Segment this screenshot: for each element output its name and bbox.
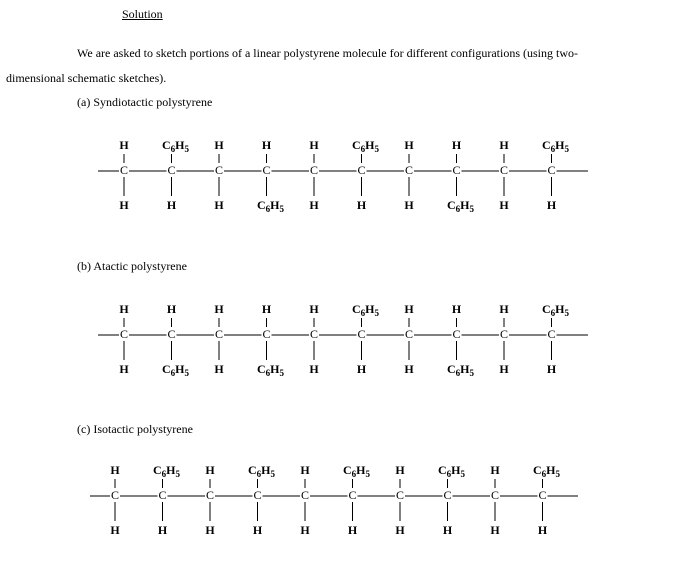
carbon-atom: C <box>214 327 224 341</box>
carbon-atom: C <box>262 327 271 341</box>
hydrogen-atom: H <box>110 463 120 477</box>
hydrogen-atom: H <box>356 362 367 376</box>
carbon-atom: C <box>357 327 366 341</box>
section-c-label: (c) Isotactic polystyrene <box>77 422 193 436</box>
hydrogen-atom: H <box>499 198 509 212</box>
isotactic-chain-diagram <box>0 459 675 559</box>
atactic-chain-diagram <box>0 298 675 398</box>
carbon-atom: C <box>395 488 405 502</box>
carbon-atom: C <box>110 488 120 502</box>
carbon-atom: C <box>538 488 547 502</box>
hydrogen-atom: H <box>546 198 557 212</box>
hydrogen-atom: H <box>356 198 367 212</box>
phenyl-group: $C_6H_5$ <box>541 138 570 154</box>
hydrogen-atom: H <box>404 198 414 212</box>
hydrogen-atom: H <box>214 138 224 152</box>
carbon-atom: C <box>452 327 461 341</box>
hydrogen-atom: H <box>205 463 215 477</box>
hydrogen-atom: H <box>300 523 310 537</box>
hydrogen-atom: H <box>499 362 509 376</box>
hydrogen-atom: H <box>490 523 500 537</box>
carbon-atom: C <box>205 488 215 502</box>
hydrogen-atom: H <box>309 138 319 152</box>
hydrogen-atom: H <box>395 463 405 477</box>
section-b-label: (b) Atactic polystyrene <box>77 259 187 273</box>
phenyl-group: $C_6H_5$ <box>351 138 380 154</box>
hydrogen-atom: H <box>404 362 414 376</box>
hydrogen-atom: H <box>451 302 462 316</box>
hydrogen-atom: H <box>347 523 358 537</box>
hydrogen-atom: H <box>395 523 405 537</box>
syndiotactic-chain-diagram <box>0 134 675 234</box>
hydrogen-atom: H <box>214 302 224 316</box>
phenyl-group: $C_6H_5$ <box>161 138 190 154</box>
hydrogen-atom: H <box>499 138 509 152</box>
phenyl-group: $C_6H_5$ <box>446 362 475 378</box>
carbon-atom: C <box>119 163 129 177</box>
carbon-atom: C <box>499 327 509 341</box>
hydrogen-atom: H <box>442 523 453 537</box>
solution-heading: Solution <box>122 7 163 21</box>
carbon-atom: C <box>253 488 262 502</box>
hydrogen-atom: H <box>404 302 414 316</box>
hydrogen-atom: H <box>214 198 224 212</box>
phenyl-group: $C_6H_5$ <box>161 362 190 378</box>
carbon-atom: C <box>300 488 310 502</box>
carbon-atom: C <box>547 327 556 341</box>
carbon-atom: C <box>119 327 129 341</box>
carbon-atom: C <box>309 327 319 341</box>
carbon-atom: C <box>348 488 357 502</box>
phenyl-group: $C_6H_5$ <box>351 302 380 318</box>
carbon-atom: C <box>158 488 167 502</box>
hydrogen-atom: H <box>261 302 272 316</box>
phenyl-group: $C_6H_5$ <box>437 463 466 479</box>
carbon-atom: C <box>547 163 556 177</box>
hydrogen-atom: H <box>252 523 263 537</box>
phenyl-group: $C_6H_5$ <box>247 463 276 479</box>
hydrogen-atom: H <box>537 523 548 537</box>
hydrogen-atom: H <box>404 138 414 152</box>
hydrogen-atom: H <box>546 362 557 376</box>
hydrogen-atom: H <box>490 463 500 477</box>
hydrogen-atom: H <box>119 302 129 316</box>
hydrogen-atom: H <box>119 362 129 376</box>
phenyl-group: $C_6H_5$ <box>152 463 181 479</box>
carbon-atom: C <box>452 163 461 177</box>
hydrogen-atom: H <box>119 198 129 212</box>
phenyl-group: $C_6H_5$ <box>256 362 285 378</box>
carbon-atom: C <box>262 163 271 177</box>
carbon-atom: C <box>404 327 414 341</box>
carbon-atom: C <box>309 163 319 177</box>
carbon-atom: C <box>490 488 500 502</box>
phenyl-group: $C_6H_5$ <box>532 463 561 479</box>
hydrogen-atom: H <box>309 302 319 316</box>
hydrogen-atom: H <box>214 362 224 376</box>
hydrogen-atom: H <box>166 198 177 212</box>
hydrogen-atom: H <box>119 138 129 152</box>
section-a-label: (a) Syndiotactic polystyrene <box>77 95 213 109</box>
hydrogen-atom: H <box>309 362 319 376</box>
intro-text-line-2: dimensional schematic sketches). <box>6 71 167 85</box>
hydrogen-atom: H <box>499 302 509 316</box>
carbon-atom: C <box>404 163 414 177</box>
hydrogen-atom: H <box>300 463 310 477</box>
hydrogen-atom: H <box>309 198 319 212</box>
carbon-atom: C <box>214 163 224 177</box>
carbon-atom: C <box>499 163 509 177</box>
carbon-atom: C <box>167 327 176 341</box>
phenyl-group: $C_6H_5$ <box>256 198 285 214</box>
carbon-atom: C <box>357 163 366 177</box>
phenyl-group: $C_6H_5$ <box>446 198 475 214</box>
hydrogen-atom: H <box>110 523 120 537</box>
phenyl-group: $C_6H_5$ <box>541 302 570 318</box>
hydrogen-atom: H <box>157 523 168 537</box>
intro-text-line-1: We are asked to sketch portions of a linear polystyrene molecule for different configurations (using two- <box>77 46 578 60</box>
carbon-atom: C <box>167 163 176 177</box>
hydrogen-atom: H <box>205 523 215 537</box>
hydrogen-atom: H <box>451 138 462 152</box>
hydrogen-atom: H <box>261 138 272 152</box>
phenyl-group: $C_6H_5$ <box>342 463 371 479</box>
carbon-atom: C <box>443 488 452 502</box>
hydrogen-atom: H <box>166 302 177 316</box>
